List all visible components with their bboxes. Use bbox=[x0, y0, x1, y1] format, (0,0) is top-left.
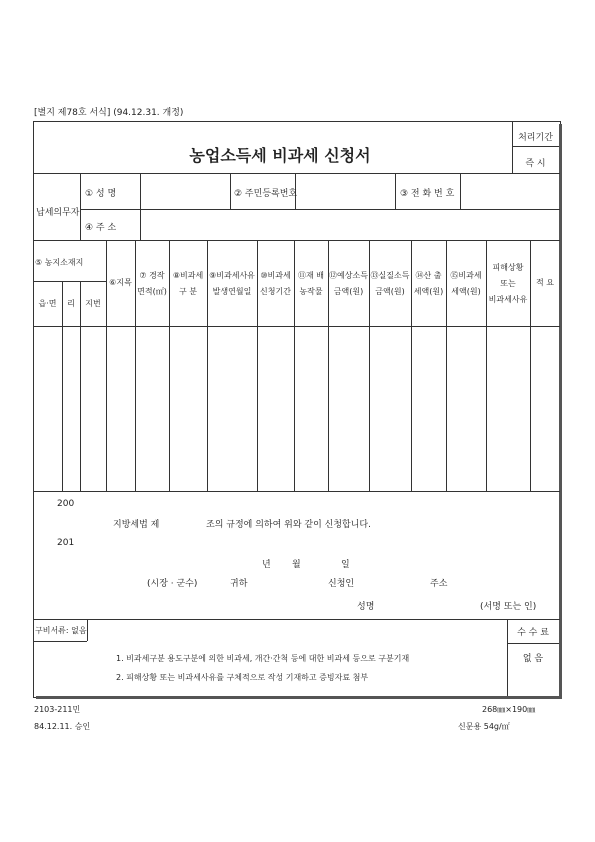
approval-date: 84.12.11. 승인 bbox=[34, 722, 91, 731]
col-exempt-type-2: 구 분 bbox=[179, 287, 197, 296]
fee-label: 수 수 료 bbox=[517, 628, 549, 638]
note-2: 2. 피해상황 또는 비과세사유를 구체적으로 작성 기재하고 증빙자료 첨부 bbox=[116, 673, 369, 682]
col-exempt-tax-1: ⑮비과세 bbox=[450, 271, 482, 280]
col-calc-tax-1: ⑭산 출 bbox=[415, 271, 442, 280]
processing-period-value: 즉 시 bbox=[525, 159, 546, 169]
year-prefix-2: 201 bbox=[57, 538, 75, 548]
col-damage-2: 또는 bbox=[500, 279, 516, 288]
phone-label: ③ 전 화 번 호 bbox=[400, 189, 455, 199]
resident-id-label: ② 주민등록번호 bbox=[234, 189, 298, 199]
col-actual-income-1: ⑬실질소득 bbox=[370, 271, 410, 280]
col-ri: 리 bbox=[67, 299, 75, 308]
col-crop-2: 농작물 bbox=[299, 287, 323, 296]
col-apply-period-2: 신청기간 bbox=[260, 287, 291, 296]
col-eup-myeon: 읍·면 bbox=[38, 299, 57, 308]
col-land-location: ⑤ 농지소재지 bbox=[35, 258, 84, 267]
col-damage-3: 비과세사유 bbox=[488, 295, 528, 304]
col-lot-no: 지번 bbox=[85, 299, 101, 308]
sign-label: (서명 또는 인) bbox=[480, 602, 537, 612]
date-year: 년 bbox=[262, 560, 271, 570]
col-exempt-type-1: ⑧비과세 bbox=[172, 271, 204, 280]
form-shadow-right bbox=[559, 124, 562, 699]
col-crop-1: ⑪재 배 bbox=[298, 271, 324, 280]
honorific: 귀하 bbox=[230, 579, 248, 589]
col-damage-1: 피해상황 bbox=[492, 263, 524, 272]
col-expected-income-2: 금액(원) bbox=[333, 287, 364, 296]
date-month: 월 bbox=[292, 560, 301, 570]
name-label: ① 성 명 bbox=[85, 189, 117, 199]
col-reason-date-2: 발생연월일 bbox=[212, 287, 252, 296]
col-area-2: 면적(㎡) bbox=[137, 287, 167, 296]
statement-1: 지방세법 제 bbox=[113, 520, 160, 530]
addressee: (시장 · 군수) bbox=[147, 579, 198, 589]
col-remarks: 적 요 bbox=[536, 278, 554, 287]
taxpayer-label: 납세의무자 bbox=[36, 208, 80, 218]
col-area-1: ⑦ 경작 bbox=[139, 271, 165, 280]
form-number: 2103-211민 bbox=[34, 705, 81, 714]
processing-period-label: 처리기간 bbox=[518, 133, 553, 143]
attachments-label: 구비서류: 없음 bbox=[35, 626, 87, 635]
address-label: ④ 주 소 bbox=[85, 223, 117, 233]
date-day: 일 bbox=[341, 560, 350, 570]
year-prefix-1: 200 bbox=[57, 499, 75, 509]
col-apply-period-1: ⑩비과세 bbox=[260, 271, 291, 280]
applicant-label: 신청인 bbox=[328, 579, 355, 589]
statement-2: 조의 규정에 의하여 위와 같이 신청합니다. bbox=[206, 520, 371, 530]
form-shadow-bottom bbox=[36, 696, 562, 699]
paper-weight: 신문용 54g/㎡ bbox=[458, 722, 510, 731]
col-calc-tax-2: 세액(원) bbox=[413, 287, 444, 296]
col-actual-income-2: 금액(원) bbox=[375, 287, 405, 296]
page-title: 농업소득세 비과세 신청서 bbox=[189, 146, 371, 165]
col-land-category: ⑥지목 bbox=[109, 278, 132, 287]
form-header-note: [별지 제78호 서식] (94.12.31. 개정) bbox=[34, 108, 184, 118]
fee-value: 없 음 bbox=[522, 654, 544, 664]
col-exempt-tax-2: 세액(원) bbox=[451, 287, 481, 296]
applicant-name-label: 성명 bbox=[357, 602, 375, 612]
col-expected-income-1: ⑫예상소득 bbox=[329, 271, 368, 280]
note-1: 1. 비과세구분 용도구분에 의한 비과세, 개간·간척 등에 대한 비과세 등으로 구분기재 bbox=[116, 654, 410, 663]
applicant-address-label: 주소 bbox=[430, 579, 448, 589]
paper-size: 268㎜×190㎜ bbox=[482, 705, 536, 714]
col-reason-date-1: ⑨비과세사유 bbox=[209, 271, 255, 280]
